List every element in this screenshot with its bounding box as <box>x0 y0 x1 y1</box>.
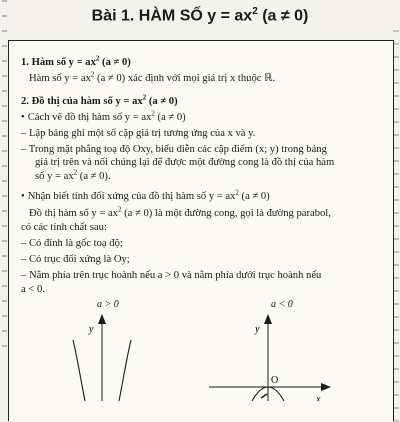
bullet-icon: • <box>21 191 25 202</box>
origin-label: O <box>271 375 279 386</box>
step-table: – Lập bảng ghi một số cặp giá trị tương ứng của x và y. <box>21 128 256 139</box>
properties-intro: có các tính chất sau: <box>21 222 107 233</box>
parabola-graphs <box>9 306 393 401</box>
section-heading-1: 1. Hàm số $y = ax^2$ (a ≠ 0) <box>21 54 131 68</box>
y-label-right: y <box>255 324 260 335</box>
graph-a-negative <box>209 314 331 401</box>
content-box <box>8 40 394 421</box>
parabol-definition: Đồ thị hàm số $y = ax^2$ (a ≠ 0) là một đường cong, gọi là đường parabol, <box>29 205 331 219</box>
y-axis-arrow-right <box>264 314 272 324</box>
graph-caption-a-positive: a > 0 <box>97 299 119 310</box>
bullet-symmetry: • Nhận biết tính đối xứng của đồ thị hàm số $y = ax^2$ (a ≠ 0) <box>21 188 270 202</box>
bullet-how-to-draw: • Cách vẽ đồ thị hàm số $y = ax^2$ (a ≠ 0) <box>21 109 186 123</box>
parabola-left-branch <box>73 340 85 401</box>
property-vertex: – Có đỉnh là gốc toạ độ; <box>21 238 123 249</box>
graph-caption-a-negative: a < 0 <box>271 299 293 310</box>
step-plot-line2: giá trị trên và nối chúng lại để được một đường cong là đồ thị của hàm <box>35 157 335 168</box>
property-axis: – Có trục đối xứng là Oy; <box>21 254 130 265</box>
parabola-right-branch <box>119 340 131 401</box>
page-title: Bài 1. HÀM SỐ $y = ax^2$ (a ≠ 0) <box>91 6 309 25</box>
step-plot-line1: – Trong mặt phẳng toạ độ Oxy, biểu diễn các cặp điểm (x; y) trong bảng <box>21 144 327 155</box>
property-position-line1: – Nằm phía trên trục hoành nếu a > 0 và nằm phía dưới trục hoành nếu <box>21 270 322 281</box>
graph-a-positive <box>73 314 131 401</box>
property-position-line2: a < 0. <box>21 284 45 295</box>
bullet-icon: • <box>21 112 25 123</box>
x-label-right: x <box>316 394 321 401</box>
section-heading-2: 2. Đồ thị của hàm số $y = ax^2$ (a ≠ 0) <box>21 93 178 107</box>
step-plot-line3: số $y = ax^2$ (a ≠ 0). <box>35 168 111 182</box>
y-axis-arrow-left <box>98 314 106 324</box>
previous-page-edge <box>0 0 8 400</box>
definition-line: Hàm số $y = ax^2$ (a ≠ 0) xác định với mọi giá trị x thuộc ℝ. <box>29 70 276 84</box>
y-label-left: y <box>89 324 94 335</box>
x-axis-arrow-right <box>321 383 331 391</box>
pencil-mark <box>261 394 267 398</box>
